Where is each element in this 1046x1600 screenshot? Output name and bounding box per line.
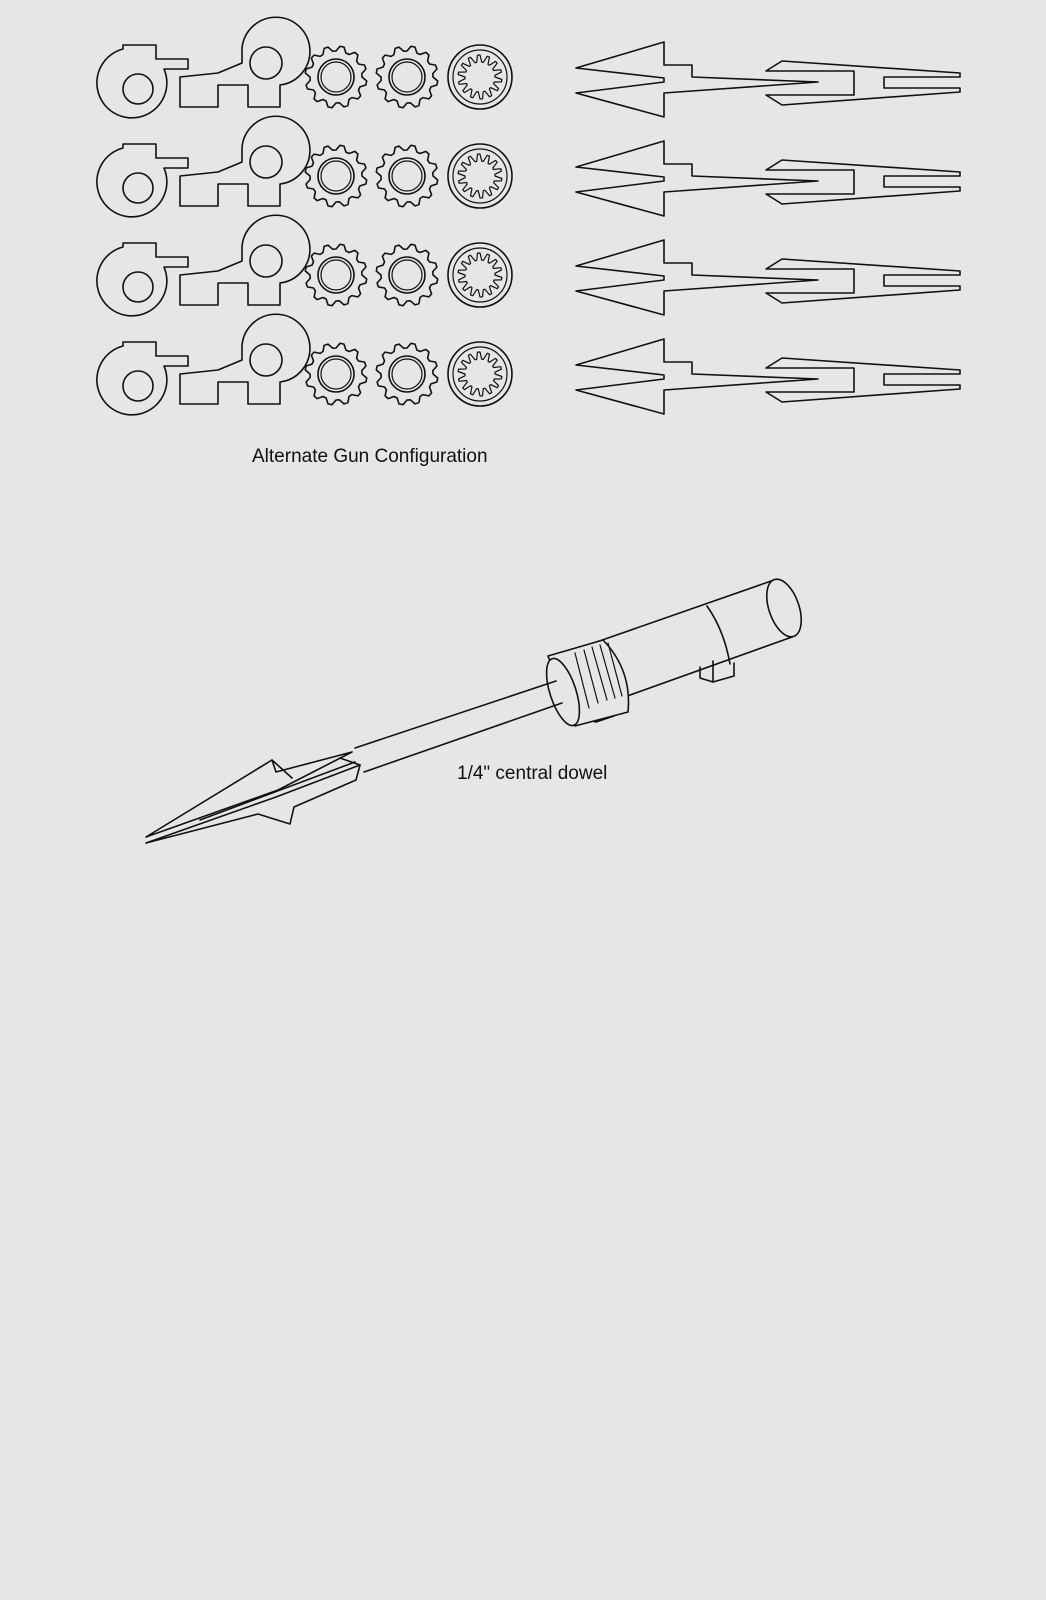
gear-ring-teeth	[305, 343, 366, 404]
internal-gear-part	[448, 144, 512, 208]
gear-ring-part	[305, 145, 366, 206]
cam-lever-outline	[180, 116, 310, 206]
trigger-link-part	[97, 45, 188, 118]
parts-row	[97, 314, 960, 415]
parts-row	[97, 116, 960, 217]
barrel-end-cap	[760, 575, 808, 641]
gear-ring-teeth	[305, 244, 366, 305]
gear-ring-inner	[392, 62, 422, 92]
gear-ring-bore	[389, 257, 425, 293]
cam-lever-part	[180, 17, 310, 107]
arrowhead-fin-outline	[576, 42, 818, 117]
gear-ring-bore	[318, 356, 354, 392]
barrel-seam	[707, 606, 730, 664]
internal-gear-teeth	[458, 154, 502, 198]
cam-lever-part	[180, 314, 310, 404]
arrowhead-fin-outline	[576, 240, 818, 315]
gear-ring-teeth	[376, 343, 437, 404]
trigger-link-outline	[97, 243, 188, 316]
parts-row	[97, 17, 960, 118]
gear-ring-inner	[321, 62, 351, 92]
arrowhead-fin-part	[576, 141, 818, 216]
gear-ring-part	[376, 145, 437, 206]
dart-gun-assembly	[146, 575, 808, 843]
cam-lever-part	[180, 116, 310, 206]
trigger-link-outline	[97, 144, 188, 217]
gear-ring-bore	[318, 59, 354, 95]
internal-gear-inner-rim	[453, 248, 507, 302]
arrowhead-fin-part	[576, 339, 818, 414]
gear-ring-bore	[389, 356, 425, 392]
trigger-link-part	[97, 342, 188, 415]
cam-lever-outline	[180, 17, 310, 107]
internal-gear-inner-rim	[453, 50, 507, 104]
gear-ring-inner	[321, 260, 351, 290]
trigger-link-hole	[123, 272, 153, 302]
cam-lever-hole	[250, 47, 282, 79]
trigger-link-part	[97, 243, 188, 316]
parts-sheet	[97, 17, 960, 415]
gear-ring-inner	[321, 359, 351, 389]
internal-gear-part	[448, 243, 512, 307]
gear-ring-bore	[389, 59, 425, 95]
trigger-link-hole	[123, 371, 153, 401]
arrowhead-fin-outline	[576, 141, 818, 216]
internal-gear-inner-rim	[453, 347, 507, 401]
internal-gear-teeth	[458, 55, 502, 99]
gear-ring-part	[305, 46, 366, 107]
gear-ring-inner	[392, 359, 422, 389]
trigger-link-outline	[97, 45, 188, 118]
internal-gear-inner-rim	[453, 149, 507, 203]
gear-ring-inner	[392, 161, 422, 191]
gear-ring-teeth	[376, 145, 437, 206]
parts-row	[97, 215, 960, 316]
cam-lever-hole	[250, 245, 282, 277]
parts-sheet-caption: Alternate Gun Configuration	[252, 446, 488, 467]
cam-lever-hole	[250, 344, 282, 376]
internal-gear-teeth	[458, 253, 502, 297]
arrowhead-fin-part	[576, 42, 818, 117]
gear-ring-inner	[321, 161, 351, 191]
cam-lever-outline	[180, 314, 310, 404]
gear-ring-part	[376, 343, 437, 404]
gear-ring-part	[376, 46, 437, 107]
trigger-link-part	[97, 144, 188, 217]
cam-lever-hole	[250, 146, 282, 178]
trigger-link-hole	[123, 173, 153, 203]
internal-gear-teeth	[458, 352, 502, 396]
cam-lever-outline	[180, 215, 310, 305]
gear-ring-teeth	[305, 46, 366, 107]
gear-ring-bore	[318, 158, 354, 194]
arrowhead-fin-outline	[576, 339, 818, 414]
gear-ring-part	[305, 244, 366, 305]
internal-gear-part	[448, 342, 512, 406]
trigger-link-hole	[123, 74, 153, 104]
gear-ring-part	[376, 244, 437, 305]
gear-ring-bore	[318, 257, 354, 293]
gear-ring-part	[305, 343, 366, 404]
gear-ring-inner	[392, 260, 422, 290]
gear-ring-bore	[389, 158, 425, 194]
internal-gear-part	[448, 45, 512, 109]
arrowhead-fin-part	[576, 240, 818, 315]
gear-ring-teeth	[305, 145, 366, 206]
cam-lever-part	[180, 215, 310, 305]
dowel-callout-label: 1/4" central dowel	[457, 763, 608, 784]
trigger-link-outline	[97, 342, 188, 415]
gear-ring-teeth	[376, 46, 437, 107]
gear-ring-teeth	[376, 244, 437, 305]
central-dowel	[355, 681, 562, 772]
